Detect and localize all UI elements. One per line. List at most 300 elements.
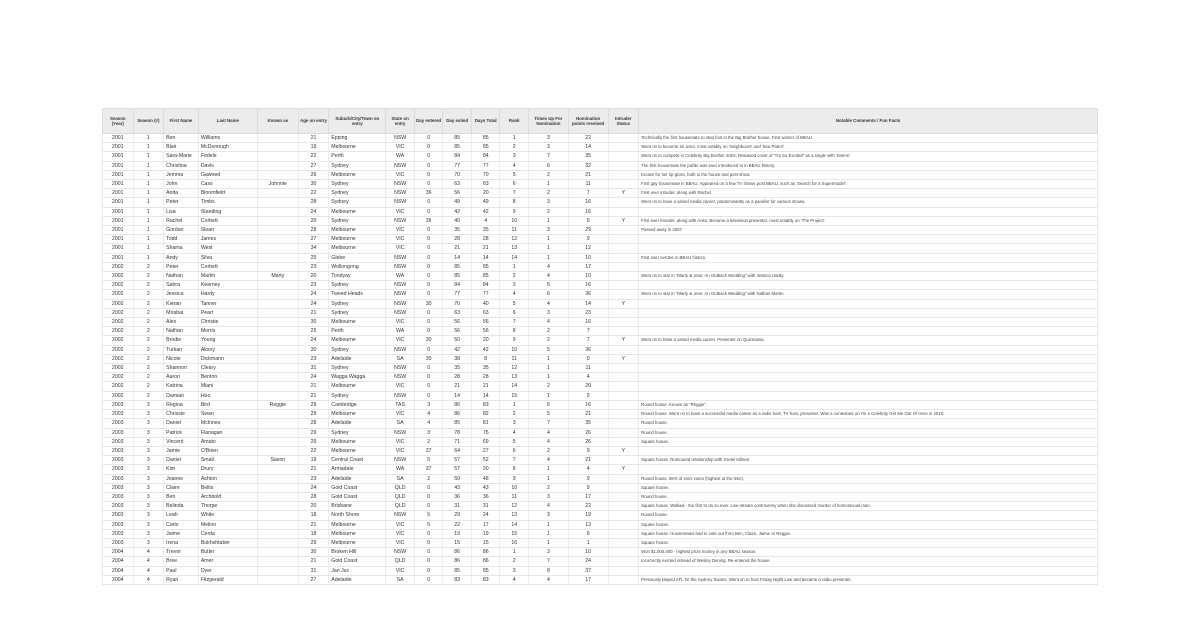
cell-season-year[interactable]: 2002 xyxy=(103,327,134,336)
cell-times-up-for-nomination[interactable]: 1 xyxy=(529,538,569,547)
cell-day-exited[interactable]: 31 xyxy=(443,502,472,511)
cell-times-up-for-nomination[interactable]: 6 xyxy=(529,400,569,409)
cell-age-on-entry[interactable]: 21 xyxy=(298,557,329,566)
cell-days-total[interactable]: 35 xyxy=(471,364,500,373)
cell-known-as[interactable] xyxy=(257,382,298,391)
cell-age-on-entry[interactable]: 20 xyxy=(298,502,329,511)
cell-known-as[interactable] xyxy=(257,308,298,317)
cell-intruder-status[interactable] xyxy=(608,207,639,216)
cell-intruder-status[interactable]: Y xyxy=(608,299,639,308)
cell-times-up-for-nomination[interactable]: 6 xyxy=(529,161,569,170)
cell-nomination-points[interactable]: 11 xyxy=(568,180,608,189)
cell-day-exited[interactable]: 50 xyxy=(443,474,472,483)
cell-suburb[interactable]: Melbourne xyxy=(329,318,386,327)
cell-days-total[interactable]: 42 xyxy=(471,207,500,216)
cell-nomination-points[interactable]: 17 xyxy=(568,262,608,271)
cell-rank[interactable]: 2 xyxy=(500,557,529,566)
cell-last-name[interactable]: Thorpe xyxy=(198,502,257,511)
cell-day-exited[interactable]: 85 xyxy=(443,262,472,271)
cell-intruder-status[interactable] xyxy=(608,235,639,244)
cell-suburb[interactable]: Sydney xyxy=(329,216,386,225)
cell-nomination-points[interactable]: 5 xyxy=(568,216,608,225)
cell-rank[interactable]: 3 xyxy=(500,419,529,428)
cell-first-name[interactable]: Todd xyxy=(164,235,199,244)
cell-intruder-status[interactable] xyxy=(608,327,639,336)
cell-days-total[interactable]: 43 xyxy=(471,483,500,492)
cell-notable-comments[interactable] xyxy=(639,391,1098,400)
cell-first-name[interactable]: Damian xyxy=(164,391,199,400)
cell-season-number[interactable]: 2 xyxy=(133,290,164,299)
cell-first-name[interactable]: Shannon xyxy=(164,364,199,373)
cell-rank[interactable]: 6 xyxy=(500,446,529,455)
cell-days-total[interactable]: 4 xyxy=(471,216,500,225)
cell-days-total[interactable]: 85 xyxy=(471,134,500,143)
column-header-season-year[interactable]: Season (Year) xyxy=(103,109,134,134)
cell-known-as[interactable] xyxy=(257,474,298,483)
cell-age-on-entry[interactable]: 21 xyxy=(298,520,329,529)
cell-notable-comments[interactable] xyxy=(639,465,1098,474)
cell-suburb[interactable]: Central Coast xyxy=(329,456,386,465)
cell-notable-comments[interactable]: The first housemate the public was ever introduced to in BBAU history. xyxy=(639,161,1098,170)
cell-times-up-for-nomination[interactable]: 1 xyxy=(529,465,569,474)
cell-nomination-points[interactable]: 6 xyxy=(568,529,608,538)
cell-notable-comments[interactable]: First gay housemate in BBAU. Appeared on a few TV shows post BBAU, such as 'Search for a Supermodel'. xyxy=(639,180,1098,189)
cell-suburb[interactable]: Sydney xyxy=(329,345,386,354)
cell-rank[interactable]: 13 xyxy=(500,373,529,382)
cell-rank[interactable]: 8 xyxy=(500,465,529,474)
cell-intruder-status[interactable] xyxy=(608,410,639,419)
cell-age-on-entry[interactable]: 24 xyxy=(298,207,329,216)
cell-known-as[interactable] xyxy=(257,557,298,566)
cell-last-name[interactable]: Cleary xyxy=(198,364,257,373)
cell-nomination-points[interactable]: 0 xyxy=(568,354,608,363)
cell-day-exited[interactable]: 43 xyxy=(443,483,472,492)
cell-intruder-status[interactable] xyxy=(608,170,639,179)
cell-last-name[interactable]: Amato xyxy=(198,437,257,446)
cell-state[interactable]: NSW xyxy=(386,511,415,520)
cell-times-up-for-nomination[interactable]: 5 xyxy=(529,345,569,354)
cell-suburb[interactable]: Brisbane xyxy=(329,502,386,511)
cell-notable-comments[interactable]: First ever evictee in BBAU history. xyxy=(639,253,1098,262)
cell-day-exited[interactable]: 85 xyxy=(443,134,472,143)
cell-days-total[interactable]: 77 xyxy=(471,290,500,299)
cell-intruder-status[interactable] xyxy=(608,364,639,373)
cell-day-exited[interactable]: 77 xyxy=(443,290,472,299)
cell-day-entered[interactable]: 0 xyxy=(414,143,443,152)
cell-last-name[interactable]: Timbs xyxy=(198,198,257,207)
cell-intruder-status[interactable] xyxy=(608,520,639,529)
cell-state[interactable]: VIC xyxy=(386,529,415,538)
cell-nomination-points[interactable]: 17 xyxy=(568,575,608,584)
cell-season-number[interactable]: 3 xyxy=(133,511,164,520)
column-header-day-entered[interactable]: Day entered xyxy=(414,109,443,134)
cell-day-exited[interactable]: 56 xyxy=(443,318,472,327)
cell-state[interactable]: SA xyxy=(386,474,415,483)
cell-nomination-points[interactable]: 32 xyxy=(568,161,608,170)
cell-intruder-status[interactable] xyxy=(608,198,639,207)
column-header-times-up-for-nomination[interactable]: Times Up For Nomination xyxy=(529,109,569,134)
cell-last-name[interactable]: Corbett xyxy=(198,262,257,271)
cell-suburb[interactable]: Adelaide xyxy=(329,419,386,428)
cell-first-name[interactable]: Daniel xyxy=(164,456,199,465)
cell-intruder-status[interactable] xyxy=(608,474,639,483)
cell-suburb[interactable]: Gold Coast xyxy=(329,557,386,566)
cell-known-as[interactable] xyxy=(257,253,298,262)
cell-rank[interactable]: 13 xyxy=(500,244,529,253)
cell-intruder-status[interactable] xyxy=(608,308,639,317)
cell-rank[interactable]: 9 xyxy=(500,336,529,345)
cell-day-exited[interactable]: 15 xyxy=(443,538,472,547)
cell-last-name[interactable]: Martin xyxy=(198,272,257,281)
cell-day-exited[interactable]: 86 xyxy=(443,548,472,557)
cell-season-number[interactable]: 1 xyxy=(133,235,164,244)
cell-rank[interactable]: 9 xyxy=(500,474,529,483)
cell-rank[interactable]: 14 xyxy=(500,520,529,529)
cell-last-name[interactable]: Peart xyxy=(198,308,257,317)
cell-season-number[interactable]: 1 xyxy=(133,198,164,207)
cell-season-year[interactable]: 2003 xyxy=(103,474,134,483)
cell-age-on-entry[interactable]: 21 xyxy=(298,134,329,143)
cell-notable-comments[interactable]: Previously played AFL for the Sydney Swans. Went on to host Friday Night Live and became a radio presenter. xyxy=(639,575,1098,584)
cell-days-total[interactable]: 14 xyxy=(471,391,500,400)
cell-notable-comments[interactable]: Round house. xyxy=(639,511,1098,520)
cell-rank[interactable]: 4 xyxy=(500,161,529,170)
cell-last-name[interactable]: O'Brien xyxy=(198,446,257,455)
cell-last-name[interactable]: West xyxy=(198,244,257,253)
cell-rank[interactable]: 10 xyxy=(500,483,529,492)
cell-season-number[interactable]: 1 xyxy=(133,207,164,216)
cell-times-up-for-nomination[interactable]: 4 xyxy=(529,437,569,446)
cell-rank[interactable]: 5 xyxy=(500,437,529,446)
cell-day-entered[interactable]: 0 xyxy=(414,327,443,336)
cell-rank[interactable]: 4 xyxy=(500,290,529,299)
cell-rank[interactable]: 6 xyxy=(500,308,529,317)
cell-times-up-for-nomination[interactable]: 2 xyxy=(529,327,569,336)
cell-notable-comments[interactable]: Technically the first housemate to step foot in the Big Brother house. First winner of BBAU. xyxy=(639,134,1098,143)
cell-known-as[interactable] xyxy=(257,437,298,446)
cell-times-up-for-nomination[interactable]: 7 xyxy=(529,419,569,428)
cell-state[interactable]: WA xyxy=(386,465,415,474)
cell-intruder-status[interactable] xyxy=(608,253,639,262)
cell-suburb[interactable]: Melbourne xyxy=(329,538,386,547)
cell-age-on-entry[interactable]: 26 xyxy=(298,170,329,179)
cell-day-exited[interactable]: 35 xyxy=(443,226,472,235)
cell-state[interactable]: NSW xyxy=(386,180,415,189)
cell-season-year[interactable]: 2002 xyxy=(103,290,134,299)
cell-season-year[interactable]: 2001 xyxy=(103,143,134,152)
cell-last-name[interactable]: Christie xyxy=(198,318,257,327)
cell-state[interactable]: NSW xyxy=(386,189,415,198)
cell-season-year[interactable]: 2002 xyxy=(103,354,134,363)
cell-suburb[interactable]: Adelaide xyxy=(329,575,386,584)
column-header-known-as[interactable]: Known as xyxy=(257,109,298,134)
cell-times-up-for-nomination[interactable]: 3 xyxy=(529,226,569,235)
cell-first-name[interactable]: Irena xyxy=(164,538,199,547)
cell-suburb[interactable]: Epping xyxy=(329,134,386,143)
cell-nomination-points[interactable]: 7 xyxy=(568,327,608,336)
cell-known-as[interactable] xyxy=(257,207,298,216)
cell-intruder-status[interactable] xyxy=(608,272,639,281)
cell-day-exited[interactable]: 85 xyxy=(443,419,472,428)
cell-season-number[interactable]: 1 xyxy=(133,253,164,262)
cell-age-on-entry[interactable]: 30 xyxy=(298,548,329,557)
cell-last-name[interactable]: Aksoy xyxy=(198,345,257,354)
cell-age-on-entry[interactable]: 29 xyxy=(298,437,329,446)
cell-rank[interactable]: 11 xyxy=(500,354,529,363)
cell-rank[interactable]: 15 xyxy=(500,529,529,538)
cell-suburb[interactable]: Melbourne xyxy=(329,143,386,152)
cell-suburb[interactable]: Sydney xyxy=(329,391,386,400)
cell-intruder-status[interactable] xyxy=(608,437,639,446)
cell-age-on-entry[interactable]: 27 xyxy=(298,235,329,244)
cell-state[interactable]: SA xyxy=(386,575,415,584)
cell-season-year[interactable]: 2001 xyxy=(103,134,134,143)
cell-rank[interactable]: 3 xyxy=(500,566,529,575)
cell-age-on-entry[interactable]: 28 xyxy=(298,419,329,428)
cell-season-year[interactable]: 2004 xyxy=(103,548,134,557)
cell-nomination-points[interactable]: 10 xyxy=(568,272,608,281)
cell-suburb[interactable]: Sydney xyxy=(329,161,386,170)
cell-age-on-entry[interactable]: 24 xyxy=(298,483,329,492)
cell-age-on-entry[interactable]: 23 xyxy=(298,474,329,483)
cell-suburb[interactable]: Wagga Wagga xyxy=(329,373,386,382)
cell-first-name[interactable]: Trevor xyxy=(164,548,199,557)
cell-nomination-points[interactable]: 7 xyxy=(568,189,608,198)
cell-times-up-for-nomination[interactable]: 1 xyxy=(529,474,569,483)
cell-notable-comments[interactable] xyxy=(639,373,1098,382)
cell-rank[interactable]: 10 xyxy=(500,216,529,225)
cell-season-number[interactable]: 2 xyxy=(133,354,164,363)
cell-suburb[interactable]: Wollongong xyxy=(329,262,386,271)
cell-nomination-points[interactable]: 10 xyxy=(568,548,608,557)
cell-days-total[interactable]: 8 xyxy=(471,354,500,363)
cell-rank[interactable]: 8 xyxy=(500,198,529,207)
cell-days-total[interactable]: 83 xyxy=(471,575,500,584)
cell-season-number[interactable]: 1 xyxy=(133,143,164,152)
cell-day-entered[interactable]: 30 xyxy=(414,336,443,345)
cell-season-number[interactable]: 2 xyxy=(133,272,164,281)
cell-day-entered[interactable]: 5 xyxy=(414,456,443,465)
cell-age-on-entry[interactable]: 21 xyxy=(298,391,329,400)
cell-times-up-for-nomination[interactable]: 4 xyxy=(529,299,569,308)
cell-notable-comments[interactable] xyxy=(639,364,1098,373)
cell-suburb[interactable]: Sydney xyxy=(329,308,386,317)
cell-times-up-for-nomination[interactable]: 5 xyxy=(529,410,569,419)
cell-known-as[interactable] xyxy=(257,529,298,538)
cell-last-name[interactable]: Bloomfield xyxy=(198,189,257,198)
cell-season-year[interactable]: 2004 xyxy=(103,566,134,575)
cell-day-entered[interactable]: 0 xyxy=(414,152,443,161)
cell-state[interactable]: NSW xyxy=(386,134,415,143)
cell-intruder-status[interactable]: Y xyxy=(608,465,639,474)
cell-intruder-status[interactable] xyxy=(608,483,639,492)
cell-last-name[interactable]: Bird xyxy=(198,400,257,409)
cell-suburb[interactable]: Sydney xyxy=(329,281,386,290)
cell-season-year[interactable]: 2001 xyxy=(103,253,134,262)
cell-season-number[interactable]: 3 xyxy=(133,538,164,547)
cell-day-entered[interactable]: 0 xyxy=(414,253,443,262)
cell-times-up-for-nomination[interactable]: 3 xyxy=(529,548,569,557)
cell-times-up-for-nomination[interactable]: 1 xyxy=(529,391,569,400)
cell-times-up-for-nomination[interactable]: 1 xyxy=(529,216,569,225)
cell-known-as[interactable] xyxy=(257,235,298,244)
cell-intruder-status[interactable] xyxy=(608,244,639,253)
cell-first-name[interactable]: Claire xyxy=(164,483,199,492)
cell-season-year[interactable]: 2002 xyxy=(103,262,134,271)
cell-day-entered[interactable]: 0 xyxy=(414,235,443,244)
cell-first-name[interactable]: John xyxy=(164,180,199,189)
cell-intruder-status[interactable] xyxy=(608,262,639,271)
cell-day-entered[interactable]: 4 xyxy=(414,410,443,419)
cell-season-year[interactable]: 2003 xyxy=(103,456,134,465)
cell-days-total[interactable]: 69 xyxy=(471,437,500,446)
cell-first-name[interactable]: Brodie xyxy=(164,336,199,345)
cell-days-total[interactable]: 14 xyxy=(471,253,500,262)
cell-day-exited[interactable]: 64 xyxy=(443,446,472,455)
cell-season-number[interactable]: 3 xyxy=(133,410,164,419)
cell-day-exited[interactable]: 21 xyxy=(443,244,472,253)
cell-known-as[interactable] xyxy=(257,511,298,520)
cell-state[interactable]: QLD xyxy=(386,557,415,566)
cell-known-as[interactable]: Reggie xyxy=(257,400,298,409)
cell-times-up-for-nomination[interactable]: 2 xyxy=(529,207,569,216)
cell-suburb[interactable]: Sydney xyxy=(329,189,386,198)
cell-intruder-status[interactable] xyxy=(608,511,639,520)
cell-first-name[interactable]: Mirabai xyxy=(164,308,199,317)
cell-season-number[interactable]: 3 xyxy=(133,483,164,492)
cell-day-entered[interactable]: 0 xyxy=(414,134,443,143)
cell-times-up-for-nomination[interactable]: 1 xyxy=(529,180,569,189)
cell-state[interactable]: NSW xyxy=(386,198,415,207)
cell-last-name[interactable]: Dyer xyxy=(198,566,257,575)
cell-day-entered[interactable]: 3 xyxy=(414,428,443,437)
cell-notable-comments[interactable]: Incorrectly evicted instead of Wesley Dening. Re-entered the house. xyxy=(639,557,1098,566)
cell-season-number[interactable]: 3 xyxy=(133,474,164,483)
cell-first-name[interactable]: Anita xyxy=(164,189,199,198)
cell-season-number[interactable]: 1 xyxy=(133,189,164,198)
cell-state[interactable]: VIC xyxy=(386,410,415,419)
cell-state[interactable]: VIC xyxy=(386,446,415,455)
cell-season-number[interactable]: 3 xyxy=(133,419,164,428)
cell-times-up-for-nomination[interactable]: 1 xyxy=(529,529,569,538)
cell-day-exited[interactable]: 29 xyxy=(443,511,472,520)
cell-notable-comments[interactable]: Went on to star in "Marty & Jess: An Outback Wedding" with Jessica Hardy. xyxy=(639,272,1098,281)
cell-known-as[interactable] xyxy=(257,373,298,382)
cell-days-total[interactable]: 21 xyxy=(471,382,500,391)
cell-days-total[interactable]: 15 xyxy=(471,538,500,547)
cell-days-total[interactable]: 36 xyxy=(471,492,500,501)
cell-day-entered[interactable]: 0 xyxy=(414,345,443,354)
cell-last-name[interactable]: Swan xyxy=(198,410,257,419)
cell-season-number[interactable]: 1 xyxy=(133,161,164,170)
cell-first-name[interactable]: Rachel xyxy=(164,216,199,225)
cell-rank[interactable]: 1 xyxy=(500,262,529,271)
cell-suburb[interactable]: Melbourne xyxy=(329,336,386,345)
cell-times-up-for-nomination[interactable]: 1 xyxy=(529,364,569,373)
cell-suburb[interactable]: Melbourne xyxy=(329,207,386,216)
cell-first-name[interactable]: Jaime xyxy=(164,529,199,538)
cell-last-name[interactable]: Fitzgerald xyxy=(198,575,257,584)
cell-notable-comments[interactable] xyxy=(639,354,1098,363)
cell-times-up-for-nomination[interactable]: 4 xyxy=(529,575,569,584)
cell-days-total[interactable]: 70 xyxy=(471,170,500,179)
cell-nomination-points[interactable]: 9 xyxy=(568,483,608,492)
cell-intruder-status[interactable] xyxy=(608,566,639,575)
cell-nomination-points[interactable]: 1 xyxy=(568,538,608,547)
cell-state[interactable]: NSW xyxy=(386,161,415,170)
cell-times-up-for-nomination[interactable]: 3 xyxy=(529,308,569,317)
cell-times-up-for-nomination[interactable]: 1 xyxy=(529,520,569,529)
cell-known-as[interactable] xyxy=(257,198,298,207)
cell-last-name[interactable]: White xyxy=(198,511,257,520)
cell-rank[interactable]: 13 xyxy=(500,511,529,520)
cell-notable-comments[interactable]: Went on to compete in Celebrity Big Brother 2002. Released cover of "I'm So Excited" as a single with 'Sirens'. xyxy=(639,152,1098,161)
cell-day-entered[interactable]: 0 xyxy=(414,373,443,382)
cell-suburb[interactable]: Melbourne xyxy=(329,244,386,253)
cell-state[interactable]: NSW xyxy=(386,456,415,465)
cell-days-total[interactable]: 20 xyxy=(471,189,500,198)
cell-rank[interactable]: 3 xyxy=(500,281,529,290)
cell-state[interactable]: VIC xyxy=(386,382,415,391)
cell-intruder-status[interactable] xyxy=(608,281,639,290)
cell-age-on-entry[interactable]: 29 xyxy=(298,410,329,419)
cell-day-exited[interactable]: 77 xyxy=(443,161,472,170)
cell-age-on-entry[interactable]: 23 xyxy=(298,281,329,290)
cell-intruder-status[interactable] xyxy=(608,557,639,566)
cell-state[interactable]: VIC xyxy=(386,170,415,179)
column-header-state[interactable]: State on entry xyxy=(386,109,415,134)
cell-rank[interactable]: 2 xyxy=(500,410,529,419)
column-header-notable-comments[interactable]: Notable Comments / Fun Facts xyxy=(639,109,1098,134)
cell-season-year[interactable]: 2002 xyxy=(103,382,134,391)
cell-state[interactable]: QLD xyxy=(386,483,415,492)
cell-season-number[interactable]: 2 xyxy=(133,391,164,400)
cell-season-number[interactable]: 3 xyxy=(133,428,164,437)
cell-season-year[interactable]: 2003 xyxy=(103,538,134,547)
cell-intruder-status[interactable] xyxy=(608,548,639,557)
cell-first-name[interactable]: Nicole xyxy=(164,354,199,363)
cell-notable-comments[interactable] xyxy=(639,566,1098,575)
cell-last-name[interactable]: Davis xyxy=(198,161,257,170)
cell-intruder-status[interactable]: Y xyxy=(608,336,639,345)
cell-rank[interactable]: 8 xyxy=(500,327,529,336)
cell-day-entered[interactable]: 0 xyxy=(414,262,443,271)
cell-season-year[interactable]: 2001 xyxy=(103,180,134,189)
cell-suburb[interactable]: Armadale xyxy=(329,465,386,474)
cell-times-up-for-nomination[interactable]: 4 xyxy=(529,456,569,465)
cell-intruder-status[interactable]: Y xyxy=(608,189,639,198)
cell-times-up-for-nomination[interactable]: 5 xyxy=(529,281,569,290)
cell-day-entered[interactable]: 3 xyxy=(414,400,443,409)
cell-intruder-status[interactable] xyxy=(608,428,639,437)
cell-first-name[interactable]: Jessica xyxy=(164,290,199,299)
cell-rank[interactable]: 7 xyxy=(500,318,529,327)
cell-state[interactable]: NSW xyxy=(386,281,415,290)
cell-suburb[interactable]: Sydney xyxy=(329,180,386,189)
cell-day-entered[interactable]: 0 xyxy=(414,483,443,492)
cell-suburb[interactable]: Melbourne xyxy=(329,226,386,235)
cell-last-name[interactable]: Sloan xyxy=(198,226,257,235)
cell-known-as[interactable] xyxy=(257,134,298,143)
cell-age-on-entry[interactable]: 30 xyxy=(298,318,329,327)
cell-day-entered[interactable]: 30 xyxy=(414,299,443,308)
cell-nomination-points[interactable]: 9 xyxy=(568,474,608,483)
cell-day-exited[interactable]: 42 xyxy=(443,207,472,216)
cell-suburb[interactable]: Gold Coast xyxy=(329,492,386,501)
cell-season-year[interactable]: 2002 xyxy=(103,308,134,317)
cell-known-as[interactable] xyxy=(257,483,298,492)
cell-days-total[interactable]: 84 xyxy=(471,152,500,161)
